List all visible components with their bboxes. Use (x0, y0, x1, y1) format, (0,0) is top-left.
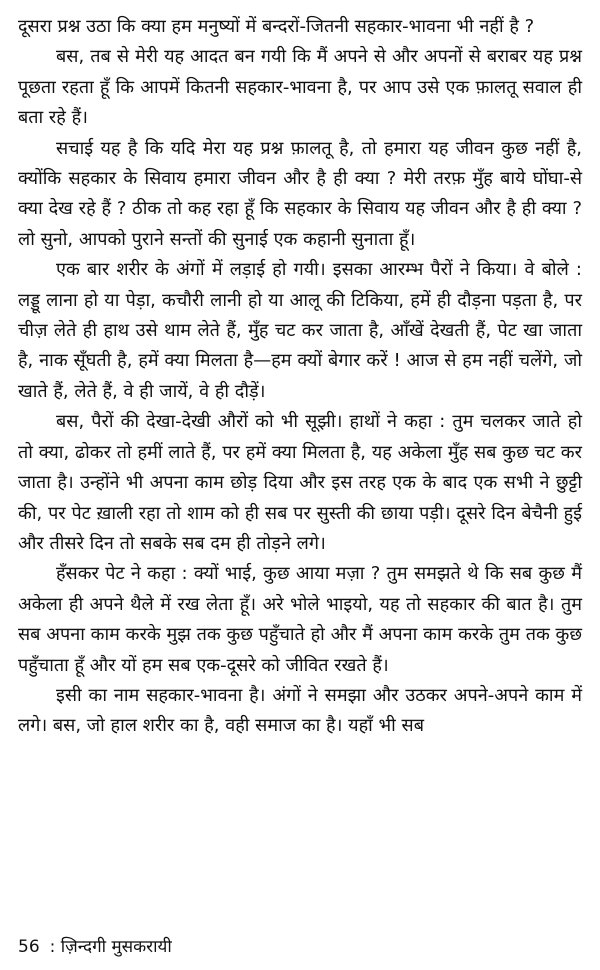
page-number: 56 (18, 937, 40, 957)
paragraph-2: बस, तब से मेरी यह आदत बन गयी कि मैं अपने से और अपनों से बराबर यह प्रश्न पूछता रहता हूँ कि आपमें कितनी सहकार-भावना है, पर आप उसे एक फ़ालतू सवाल ही बता रहे हैं। (18, 46, 582, 129)
paragraph-3: सचाई यह है कि यदि मेरा यह प्रश्न फ़ालतू है, तो हमारा यह जीवन कुछ नहीं है, क्योंकि सहकार के सिवाय हमारा जीवन और है ही क्या ? मेरी तरफ़ मुँह बाये घोंघा-से क्या देख रहे हैं ? ठीक तो कह रहा हूँ कि सहकार के सिवाय यह जीवन और है ही क्या ? लो सुनो, आपको पुराने सन्तों की सुनाई एक कहानी सुनाता हूँ। (18, 137, 582, 250)
paragraph-7: इसी का नाम सहकार-भावना है। अंगों ने समझा और उठकर अपने-अपने काम में लगे। बस, जो हाल शरीर का है, वही समाज का है। यहाँ भी सब (18, 684, 582, 737)
body-text (18, 12, 582, 742)
book-title: ज़िन्दगी मुसकरायी (60, 937, 172, 957)
paragraph-1: दूसरा प्रश्न उठा कि क्या हम मनुष्यों में बन्दरों-जितनी सहकार-भावना भी नहीं है ? (18, 16, 535, 37)
paragraph-6: हँसकर पेट ने कहा : क्यों भाई, कुछ आया मज़ा ? तुम समझते थे कि सब कुछ मैं अकेला ही अपने थैले में रख लेता हूँ। अरे भोले भाइयो, यह तो सहकार की बात है। तुम सब अपना काम करके मुझ तक कुछ पहुँचाते हो और मैं अपना काम करके तुम तक कुछ पहुँचाता हूँ और यों हम सब एक-दूसरे को जीवित रखते हैं। (18, 563, 582, 676)
paragraph-5: बस, पैरों की देखा-देखी औरों को भी सूझी। हाथों ने कहा : तुम चलकर जाते हो तो क्या, ढोकर तो हमीं लाते हैं, पर हमें क्या मिलता है, यह अकेला मुँह सब कुछ चट कर जाता है। उन्होंने भी अपना काम छोड़ दिया और इस तरह एक के बाद एक सभी ने छुट्टी की, पर पेट ख़ाली रहा तो शाम को ही सब पर सुस्ती की छाया पड़ी। दूसरे दिन बेचैनी हुई और तीसरे दिन तो सबके सब दम ही तोड़ने लगे। (18, 411, 582, 554)
footer-separator: : (49, 937, 56, 957)
page-footer (18, 936, 172, 958)
paragraph-4: एक बार शरीर के अंगों में लड़ाई हो गयी। इसका आरम्भ पैरों ने किया। वे बोले : लड्डू लाना हो या पेड़ा, कचौरी लानी हो या आलू की टिकिया, हमें ही दौड़ना पड़ता है, पर चीज़ लेते ही हाथ उसे थाम लेते हैं, मुँह चट कर जाता है, आँखें देखती हैं, पेट खा जाता है, नाक सूँघती है, हमें क्या मिलता है—हम क्यों बेगार करें ! आज से हम नहीं चलेंगे, जो खाते हैं, लेते हैं, वे ही जायें, वे ही दौड़ें। (18, 259, 582, 402)
